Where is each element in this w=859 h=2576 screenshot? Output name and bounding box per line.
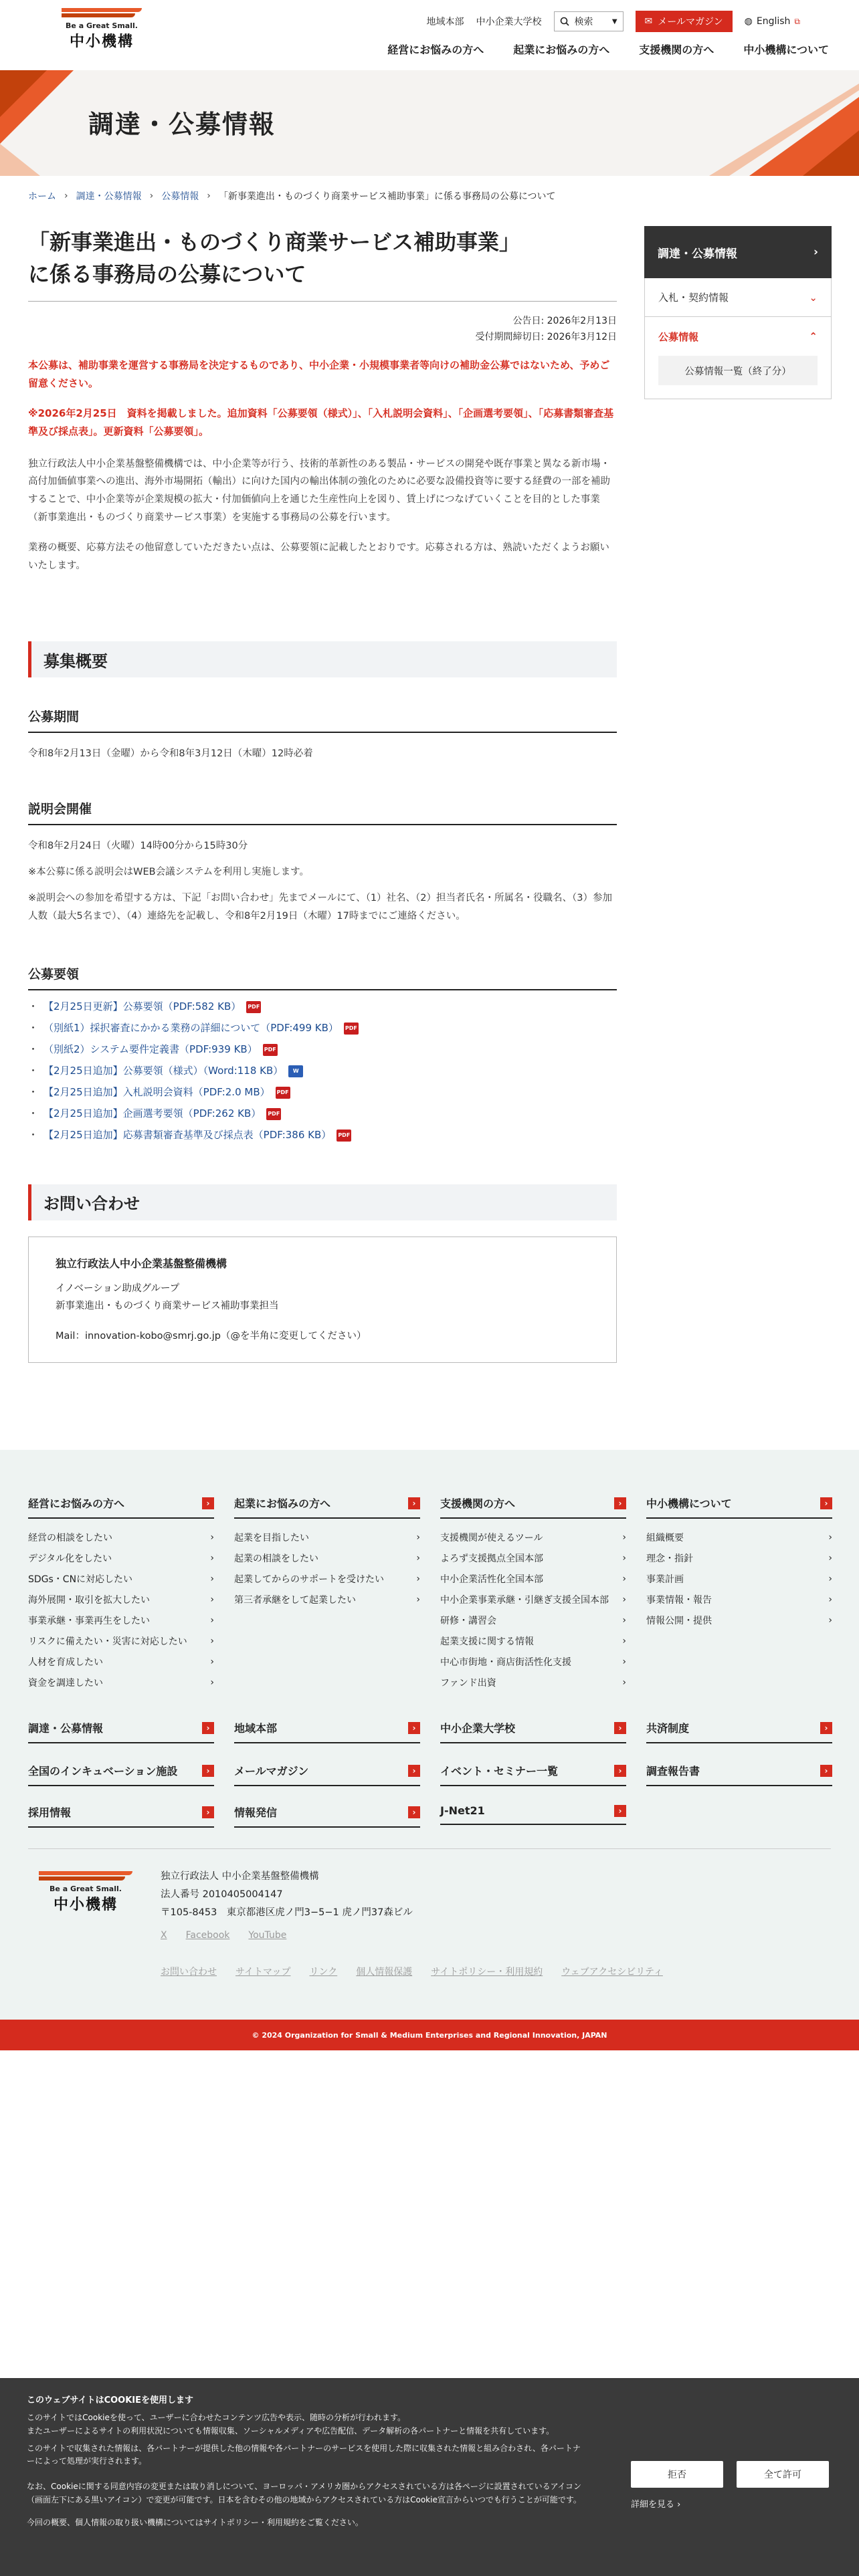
breadcrumb [28, 189, 556, 203]
chevron-right-icon: › [813, 245, 818, 259]
arrow-right-icon: › [614, 1722, 626, 1734]
footer-box-label: 地域本部 [234, 1722, 278, 1735]
logo-tagline: Be a Great Small. [66, 21, 138, 30]
footer-link-label: リスクに備えたい・災害に対応したい [28, 1636, 187, 1647]
document-link[interactable]: 【2月25日追加】応募書類審査基準及び採点表（PDF:386 KB） [43, 1129, 332, 1142]
list-item [28, 1130, 617, 1142]
site-footer [0, 1450, 859, 2020]
footer-box-label: 全国のインキュベーション施設 [28, 1765, 178, 1778]
footer-col-title: 中小機構について [646, 1497, 732, 1510]
footer-col-title: 経営にお悩みの方へ [28, 1497, 125, 1510]
chevron-up-icon: ⌃ [809, 330, 818, 342]
footer-box-procurement[interactable] [28, 1720, 214, 1743]
footer-col-title: 支援機関の方へ [440, 1497, 516, 1510]
search-label: 検索 [574, 17, 593, 27]
chevron-right-icon: › [416, 1594, 420, 1605]
cookie-accept-button[interactable]: 全て許可 [737, 2461, 829, 2488]
sidebar-item-label: 入札・契約情報 [658, 292, 729, 304]
footer-box-mutual-aid[interactable] [646, 1720, 832, 1743]
footer-link-contact[interactable]: お問い合わせ [161, 1967, 217, 1977]
cookie-title: このウェブサイトはCOOKIEを使用します [27, 2395, 194, 2405]
breadcrumb-home[interactable]: ホーム [28, 191, 56, 202]
arrow-right-icon: › [202, 1765, 214, 1777]
logo-name: 中小機構 [53, 1897, 118, 1913]
chevron-right-icon: › [210, 1594, 214, 1605]
breadcrumb-separator: › [149, 191, 154, 201]
chevron-right-icon: › [622, 1677, 626, 1688]
breadcrumb-separator: › [207, 191, 211, 201]
footer-link[interactable] [440, 1630, 626, 1651]
cookie-paragraph: このサイトで収集された情報は、各パートナーが提供した他の情報や各パートナーのサービスを使用した際に収集された情報と組み合わされ、各パートナーによって処理が実行されます。 [27, 2443, 581, 2466]
document-link[interactable]: 【2月25日追加】企画選考要領（PDF:262 KB） [43, 1107, 262, 1120]
pdf-icon: PDF [337, 1130, 351, 1142]
global-nav [387, 41, 829, 57]
cookie-details-label: 詳細を見る [631, 2500, 675, 2510]
sidebar [644, 226, 832, 399]
footer-link-label: 第三者承継をして起業したい [234, 1594, 356, 1606]
arrow-right-icon: › [408, 1765, 420, 1777]
banner-title: 調達・公募情報 [88, 110, 276, 139]
footer-link[interactable] [440, 1568, 626, 1589]
chevron-right-icon: › [210, 1635, 214, 1646]
page-banner [0, 70, 859, 176]
contact-mail: Mail：innovation-kobo@smrj.go.jp（@を半角に変更してください） [56, 1330, 367, 1341]
subheading-period: 公募期間 [28, 707, 617, 733]
chevron-right-icon: › [622, 1531, 626, 1543]
footer-link-label: よろず支援拠点全国本部 [440, 1553, 543, 1564]
footer-link-label: 中心市街地・商店街活性化支援 [440, 1656, 571, 1668]
breadcrumb-public-offering[interactable]: 公募情報 [161, 191, 199, 202]
pdf-icon: PDF [266, 1108, 281, 1120]
notice-disclaimer: 本公募は、補助事業を運営する事務局を決定するものであり、中小企業・小規模事業者等向けの補助金公募ではないため、予めご留意ください。 [28, 358, 610, 389]
footer-link-label: 理念・指針 [646, 1553, 693, 1564]
footer-link[interactable] [28, 1527, 214, 1547]
footer-link-label: 起業支援に関する情報 [440, 1636, 534, 1647]
footer-link-label: SDGs・CNに対応したい [28, 1574, 133, 1585]
footer-box-events[interactable] [440, 1763, 626, 1786]
date-posted: 公告日: 2026年2月13日 [512, 316, 617, 326]
contact-group: イノベーション助成グループ [56, 1283, 180, 1295]
list-item [28, 1023, 617, 1035]
breadcrumb-procurement[interactable]: 調達・公募情報 [76, 191, 142, 202]
footer-logo[interactable] [39, 1871, 132, 1914]
footer-link-accessibility[interactable]: ウェブアクセシビリティ [561, 1967, 663, 1977]
footer-link-label: 支援機関が使えるツール [440, 1532, 543, 1543]
document-list [28, 1001, 617, 1142]
footer-col-management [28, 1495, 214, 1693]
footer-link[interactable] [28, 1547, 214, 1568]
arrow-right-icon: › [202, 1722, 214, 1734]
intro-text: 独立行政法人中小企業基盤整備機構では、中小企業等が行う、技術的革新性のある製品・サービスの開発や既存事業と異なる新市場・高付加価値事業への進出、海外市場開拓（輸出）に向けた国内の輸出体制の強化のために必要な設備投資等に要する経費の一部を補助することで、中小企業等が企業規模の拡大・付加価値向上を通じた生産性向上を図り、賃上げにつなげていくことを目的とした事業（新事業進出・ものづくり商業サービス事業）を実施する事務局の公募を行います。 [28, 458, 610, 524]
arrow-right-icon: › [408, 1497, 420, 1509]
footer-col-title: 起業にお悩みの方へ [234, 1497, 331, 1510]
footer-link-label: 起業を目指したい [234, 1532, 309, 1543]
search-icon [560, 17, 569, 26]
logo-stripe [62, 13, 135, 17]
copyright-bar: © 2024 Organization for Small & Medium Enterprises and Regional Innovation, JAPAN [0, 2020, 859, 2050]
arrow-right-icon: › [820, 1722, 832, 1734]
site-header [0, 0, 859, 70]
chevron-right-icon: › [622, 1614, 626, 1626]
subheading-briefing: 説明会開催 [28, 799, 617, 825]
footer-org-name: 独立行政法人 中小企業基盤整備機構 [161, 1871, 319, 1882]
footer-link-label: 資金を調達したい [28, 1677, 103, 1689]
chevron-right-icon: › [622, 1656, 626, 1667]
word-icon: W [288, 1065, 303, 1077]
chevron-right-icon: › [828, 1614, 832, 1626]
footer-link-label: 組織概要 [646, 1532, 684, 1543]
footer-link-label: 起業してからのサポートを受けたい [234, 1574, 384, 1585]
chevron-right-icon: › [210, 1531, 214, 1543]
footer-box-mail-magazine[interactable] [234, 1763, 420, 1786]
footer-link[interactable] [28, 1651, 214, 1672]
footer-link-label: 情報公開・提供 [646, 1615, 712, 1626]
social-facebook-link[interactable]: Facebook [185, 1930, 230, 1941]
footer-box-regional[interactable] [234, 1720, 420, 1743]
footer-org-info [161, 1868, 413, 1921]
main-content [28, 226, 617, 1363]
external-link-icon: ⧉ [794, 16, 800, 26]
footer-col-heading[interactable] [28, 1495, 214, 1519]
footer-link[interactable] [28, 1568, 214, 1589]
arrow-right-icon: › [820, 1497, 832, 1509]
footer-link[interactable] [234, 1547, 420, 1568]
pdf-icon: PDF [344, 1023, 359, 1035]
footer-link[interactable] [28, 1589, 214, 1610]
subheading-documents: 公募要領 [28, 964, 617, 990]
contact-dept: 新事業進出・ものづくり商業サービス補助事業担当 [56, 1301, 279, 1312]
footer-link-label: デジタル化をしたい [28, 1553, 112, 1564]
social-x-link[interactable]: X [161, 1930, 167, 1941]
chevron-right-icon: › [210, 1552, 214, 1564]
nav-support-orgs[interactable]: 支援機関の方へ [639, 43, 714, 56]
document-link[interactable]: 【2月25日更新】公募要領（PDF:582 KB） [43, 1000, 242, 1013]
sidebar-item-label: 公募情報 [658, 330, 699, 343]
search-button[interactable] [554, 11, 624, 31]
footer-social [161, 1930, 286, 1941]
bullet: ・ [28, 1022, 39, 1035]
footer-link-label: 経営の相談をしたい [28, 1532, 112, 1543]
footer-utility-links [161, 1965, 663, 1978]
chevron-right-icon: › [210, 1573, 214, 1584]
arrow-right-icon: › [614, 1497, 626, 1509]
footer-link[interactable] [440, 1589, 626, 1610]
cookie-text [27, 2411, 582, 2530]
chevron-right-icon: › [210, 1614, 214, 1626]
page-title-line1: 「新事業進出・ものづくり商業サービス補助事業」 [28, 229, 521, 255]
footer-box-label: 調査報告書 [646, 1765, 700, 1778]
briefing-note-web: ※本公募に係る説明会はWEB会議システムを利用し実施します。 [28, 867, 309, 878]
footer-link-sitemap[interactable]: サイトマップ [235, 1967, 291, 1977]
chevron-down-icon: ▼ [611, 17, 617, 25]
page-title-line2: に係る事務局の公募について [28, 261, 306, 287]
footer-link-label: 中小企業活性化全国本部 [440, 1574, 543, 1585]
arrow-right-icon: › [202, 1806, 214, 1818]
footer-box-label: 共済制度 [646, 1722, 690, 1735]
arrow-right-icon: › [202, 1497, 214, 1509]
list-item [28, 1044, 617, 1056]
footer-link[interactable] [646, 1568, 832, 1589]
chevron-right-icon: › [828, 1594, 832, 1605]
chevron-right-icon: › [622, 1594, 626, 1605]
footer-link-label: 中小企業事業承継・引継ぎ支援全国本部 [440, 1594, 609, 1606]
footer-box-label: J-Net21 [440, 1804, 485, 1817]
footer-link-privacy[interactable]: 個人情報保護 [356, 1967, 413, 1977]
sidebar-subitem-closed[interactable]: 公募情報一覧（終了分） [658, 356, 818, 385]
arrow-right-icon: › [614, 1805, 626, 1817]
contact-org: 独立行政法人中小企業基盤整備機構 [56, 1257, 227, 1270]
page-title [28, 226, 617, 302]
globe-icon: ◍ [744, 16, 753, 27]
chevron-right-icon: › [622, 1552, 626, 1564]
list-item [28, 1087, 617, 1099]
footer-box-label: イベント・セミナー一覧 [440, 1765, 559, 1778]
chevron-right-icon: › [416, 1552, 420, 1564]
cookie-paragraph: このサイトではCookieを使って、ユーザーに合わせたコンテンツ広告や表示、随時の分析が行われます。 [27, 2413, 406, 2422]
chevron-right-icon: › [622, 1635, 626, 1646]
cookie-paragraph: 今回の概要、個人情報の取り扱い機構についてはサイトポリシー・利用規約をご覧ください。 [27, 2517, 363, 2527]
footer-link[interactable] [234, 1527, 420, 1547]
cookie-paragraph: なお、Cookieに関する同意内容の変更または取り消しについて、ヨーロッパ・アメリカ圏からアクセスされている方は各ページに設置されているアイコン（画面左下にある黒いアイコン）で変更が可能です。日本を含むその他の地域からアクセスされている方はCookie宣言からいつでも行うことが可能です。 [27, 2482, 582, 2504]
footer-link[interactable] [440, 1672, 626, 1693]
footer-link[interactable] [440, 1527, 626, 1547]
footer-col-support [440, 1495, 626, 1693]
english-link[interactable] [745, 16, 800, 27]
document-link[interactable]: （別紙2）システム要件定義書（PDF:939 KB） [43, 1043, 258, 1056]
cookie-banner [0, 2378, 859, 2576]
footer-link[interactable] [28, 1630, 214, 1651]
footer-link-label: 事業情報・報告 [646, 1594, 712, 1606]
chevron-right-icon: › [828, 1552, 832, 1564]
arrow-right-icon: › [408, 1806, 420, 1818]
period-text: 令和8年2月13日（金曜）から令和8年3月12日（木曜）12時必着 [28, 748, 313, 760]
site-logo[interactable] [62, 8, 142, 51]
list-item [28, 1108, 617, 1120]
footer-box-news[interactable] [234, 1804, 420, 1828]
date-deadline: 受付期間締切日: 2026年3月12日 [475, 331, 617, 342]
chevron-right-icon: › [416, 1573, 420, 1584]
bullet: ・ [28, 1000, 39, 1013]
footer-corp-number: 法人番号 2010405004147 [161, 1889, 283, 1900]
footer-link[interactable] [646, 1547, 832, 1568]
footer-link[interactable] [234, 1589, 420, 1610]
mail-magazine-label: メールマガジン [658, 17, 723, 27]
logo-name: 中小機構 [69, 33, 134, 50]
arrow-right-icon: › [614, 1765, 626, 1777]
footer-link[interactable] [28, 1610, 214, 1630]
english-label: English [756, 16, 791, 27]
footer-link[interactable] [440, 1610, 626, 1630]
chevron-right-icon: › [622, 1573, 626, 1584]
breadcrumb-separator: › [64, 191, 68, 201]
arrow-right-icon: › [820, 1765, 832, 1777]
footer-link-label: 事業承継・事業再生をしたい [28, 1615, 150, 1626]
footer-col-heading[interactable] [440, 1495, 626, 1519]
list-item [28, 1065, 617, 1077]
footer-box-label: 採用情報 [28, 1806, 72, 1819]
footer-link[interactable] [234, 1568, 420, 1589]
cookie-refuse-button[interactable]: 拒否 [631, 2461, 723, 2488]
document-link[interactable]: 【2月25日追加】入札説明会資料（PDF:2.0 MB） [43, 1086, 270, 1099]
footer-link-label: ファンド出資 [440, 1677, 496, 1689]
pdf-icon: PDF [246, 1001, 261, 1013]
utility-nav [427, 11, 800, 32]
arrow-right-icon: › [408, 1722, 420, 1734]
sidebar-subnav [644, 356, 832, 399]
bullet: ・ [28, 1043, 39, 1056]
document-link[interactable]: （別紙1）採択審査にかかる業務の詳細について（PDF:499 KB） [43, 1022, 339, 1035]
cookie-details-link[interactable] [631, 2497, 680, 2510]
footer-box-label: メールマガジン [234, 1765, 309, 1778]
footer-link-label: 人材を育成したい [28, 1656, 103, 1668]
nav-management[interactable]: 経営にお悩みの方へ [387, 43, 484, 56]
nav-startup[interactable]: 起業にお悩みの方へ [513, 43, 610, 56]
logo-stripe [39, 1876, 125, 1881]
footer-link[interactable] [646, 1527, 832, 1547]
mail-magazine-button[interactable] [636, 11, 733, 32]
footer-link[interactable] [440, 1651, 626, 1672]
footer-box-jnet21[interactable] [440, 1804, 626, 1825]
pdf-icon: PDF [276, 1087, 290, 1099]
chevron-down-icon: ⌄ [809, 291, 818, 304]
bullet: ・ [28, 1107, 39, 1120]
footer-col-heading[interactable] [234, 1495, 420, 1519]
intro-text-2: 業務の概要、応募方法その他留意していただきたい点は、公募要領に記載したとおりです。応募される方は、熟読いただくようお願いいたします。 [28, 542, 609, 571]
footer-box-recruit[interactable] [28, 1804, 214, 1828]
footer-link-policy[interactable]: サイトポリシー・利用規約 [431, 1967, 543, 1977]
footer-box-university[interactable] [440, 1720, 626, 1743]
bullet: ・ [28, 1086, 39, 1099]
section-heading-contact: お問い合わせ [28, 1184, 617, 1220]
utility-link-university[interactable]: 中小企業大学校 [476, 17, 542, 27]
list-item [28, 1001, 617, 1013]
footer-link[interactable] [28, 1672, 214, 1693]
mail-icon: ✉ [644, 16, 653, 27]
footer-box-reports[interactable] [646, 1763, 832, 1786]
footer-link-label: 事業計画 [646, 1574, 684, 1585]
logo-stripe [39, 1871, 132, 1875]
nav-about[interactable]: 中小機構について [743, 43, 829, 56]
sidebar-heading[interactable] [644, 226, 832, 278]
briefing-datetime: 令和8年2月24日（火曜）14時00分から15時30分 [28, 841, 248, 852]
sidebar-item-bids[interactable] [644, 278, 832, 317]
footer-box-label: 調達・公募情報 [28, 1722, 104, 1735]
chevron-right-icon: › [828, 1573, 832, 1584]
breadcrumb-current: 「新事業進出・ものづくり商業サービス補助事業」に係る事務局の公募について [218, 191, 556, 202]
utility-link-regional[interactable]: 地域本部 [426, 17, 464, 27]
footer-link-links[interactable]: リンク [309, 1967, 338, 1977]
document-link[interactable]: 【2月25日追加】公募要領（様式）（Word:118 KB） [43, 1065, 284, 1077]
footer-link[interactable] [646, 1589, 832, 1610]
bullet: ・ [28, 1065, 39, 1077]
social-youtube-link[interactable]: YouTube [248, 1930, 287, 1941]
chevron-right-icon: › [828, 1531, 832, 1543]
cookie-paragraph: またユーザーによるサイトの利用状況についても情報収集、ソーシャルメディアや広告配信、データ解析の各パートナーと情報を共有しています。 [27, 2426, 555, 2436]
footer-link[interactable] [646, 1610, 832, 1630]
footer-divider [28, 1848, 831, 1849]
footer-box-incubation[interactable] [28, 1763, 214, 1786]
logo-stripe [62, 8, 142, 12]
footer-link[interactable] [440, 1547, 626, 1568]
bullet: ・ [28, 1129, 39, 1142]
footer-col-heading[interactable] [646, 1495, 832, 1519]
chevron-right-icon: › [210, 1677, 214, 1688]
footer-link-label: 研修・講習会 [440, 1615, 496, 1626]
footer-link-label: 海外展開・取引を拡大したい [28, 1594, 150, 1606]
sidebar-item-public-offering[interactable] [644, 317, 832, 356]
section-heading-overview: 募集概要 [28, 641, 617, 677]
dates [28, 314, 617, 346]
footer-col-startup [234, 1495, 420, 1610]
briefing-note-apply: ※説明会への参加を希望する方は、下記「お問い合わせ」先までメールにて、（1）社名、（2）担当者氏名・所属名・役職名、（3）参加人数（最大5名まで）、（4）連絡先を記載し、令和8年2月19日（木曜）17時までにご連絡ください。 [28, 892, 612, 922]
chevron-right-icon: › [677, 2500, 681, 2510]
footer-box-label: 中小企業大学校 [440, 1722, 516, 1735]
contact-box [28, 1237, 617, 1363]
chevron-right-icon: › [416, 1531, 420, 1543]
footer-address: 〒105-8453 東京都港区虎ノ門3−5−1 虎ノ門37森ビル [161, 1907, 413, 1918]
notice-update: ※2026年2月25日 資料を掲載しました。追加資料「公募要領（様式）」、「入札説明会資料」、「企画選考要領」、「応募書類審査基準及び採点表」。更新資料「公募要領」。 [28, 407, 614, 437]
pdf-icon: PDF [263, 1044, 278, 1056]
footer-col-about [646, 1495, 832, 1630]
footer-link-label: 起業の相談をしたい [234, 1553, 318, 1564]
logo-tagline: Be a Great Small. [50, 1885, 122, 1893]
footer-box-label: 情報発信 [234, 1806, 278, 1819]
chevron-right-icon: › [210, 1656, 214, 1667]
sidebar-heading-label: 調達・公募情報 [658, 247, 737, 261]
